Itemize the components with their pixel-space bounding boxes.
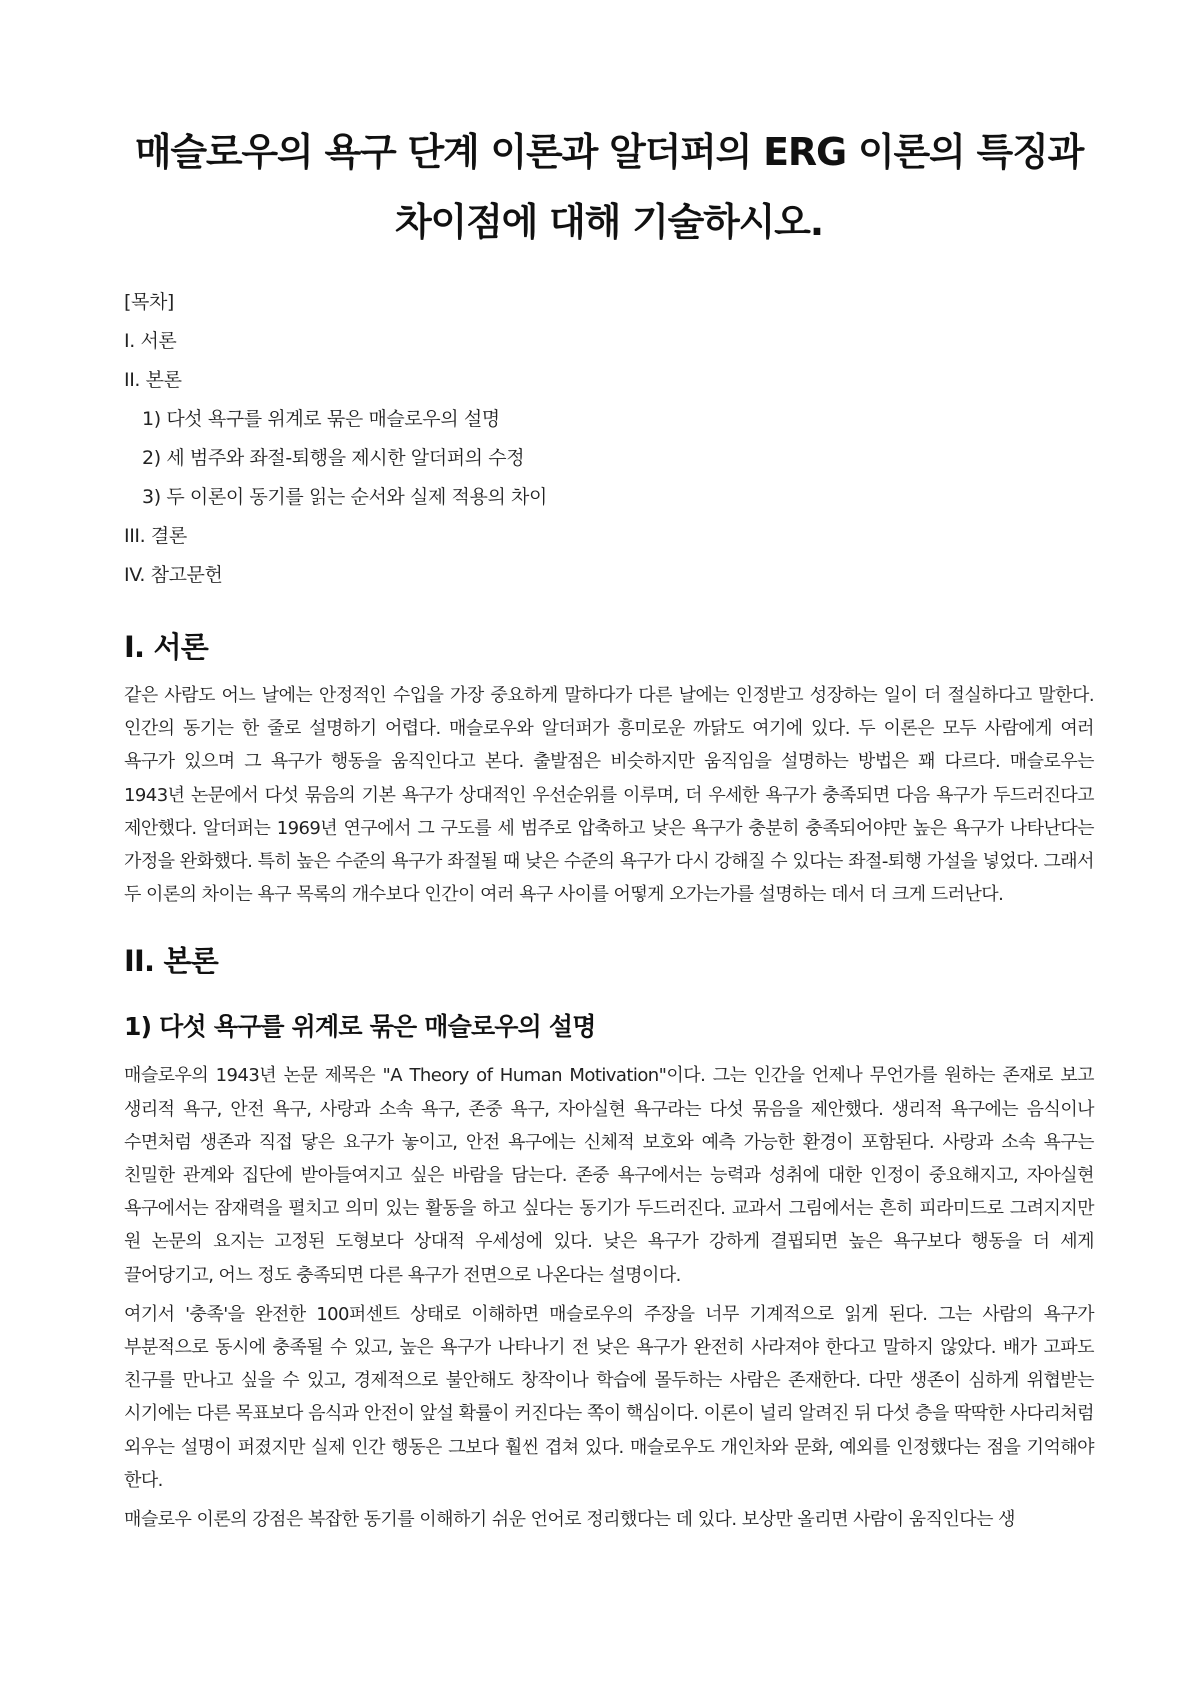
toc-item-intro: I. 서론 bbox=[124, 330, 177, 352]
toc-item-body-3: 3) 두 이론이 동기를 읽는 순서와 실제 적용의 차이 bbox=[142, 486, 547, 508]
document-page bbox=[124, 0, 1094, 1536]
section-heading-intro: I. 서론 bbox=[124, 630, 208, 664]
section-heading-body: II. 본론 bbox=[124, 944, 218, 979]
table-of-contents bbox=[124, 283, 1094, 595]
body-paragraph: 여기서 '충족'을 완전한 100퍼센트 상태로 이해하면 매슬로우의 주장을 너무 기계적으로 읽게 된다. 그는 사람의 욕구가 부분적으로 동시에 충족될 수 있고, 높은 욕구가 나타나기 전 낮은 욕구가 완전히 사라져야 한다고 말하지 않았다. 배가 고파도 친구를 만나고 싶을 수 있고, 경제적으로 불안해도 창작이나 학습에 몰두하는 사람은 존재한다. 다만 생존이 심하게 위협받는 시기에는 다른 목표보다 음식과 안전이 앞설 확률이 커진다는 쪽이 핵심이다. 이론이 널리 알려진 뒤 다섯 층을 딱딱한 사다리처럼 외우는 설명이 퍼졌지만 실제 인간 행동은 그보다 훨씬 겹쳐 있다. 매슬로우도 개인차와 문화, 예외를 인정했다는 점을 기억해야 한다. bbox=[124, 1303, 1094, 1491]
toc-item-body-2: 2) 세 범주와 좌절-퇴행을 제시한 알더퍼의 수정 bbox=[142, 447, 525, 469]
toc-item-body-1: 1) 다섯 욕구를 위계로 묶은 매슬로우의 설명 bbox=[142, 408, 500, 430]
toc-item-body: II. 본론 bbox=[124, 369, 182, 391]
subsection-heading-maslow: 1) 다섯 욕구를 위계로 묶은 매슬로우의 설명 bbox=[124, 1012, 596, 1042]
document-title: 매슬로우의 욕구 단계 이론과 알더퍼의 ERG 이론의 특징과 차이점에 대해 기술하시오. bbox=[134, 130, 1084, 244]
body-paragraph: 매슬로우 이론의 강점은 복잡한 동기를 이해하기 쉬운 언어로 정리했다는 데 있다. 보상만 올리면 사람이 움직인다는 생 bbox=[124, 1509, 1015, 1531]
toc-heading: [목차] bbox=[124, 291, 174, 313]
toc-item-conclusion: III. 결론 bbox=[124, 525, 187, 547]
body-paragraph: 매슬로우의 1943년 논문 제목은 "A Theory of Human Motivation"이다. 그는 인간을 언제나 무언가를 원하는 존재로 보고 생리적 욕구, 안전 욕구, 사랑과 소속 욕구, 존중 욕구, 자아실현 욕구라는 다섯 묶음을 제안했다. 생리적 욕구에는 음식이나 수면처럼 생존과 직접 닿은 요구가 놓이고, 안전 욕구에는 신체적 보호와 예측 가능한 환경이 포함된다. 사랑과 소속 욕구는 친밀한 관계와 집단에 받아들여지고 싶은 바람을 담는다. 존중 욕구에서는 능력과 성취에 대한 인정이 중요해지고, 자아실현 욕구에서는 잠재력을 펼치고 의미 있는 활동을 하고 싶다는 동기가 두드러진다. 교과서 그림에서는 흔히 피라미드로 그려지지만 원 논문의 요지는 고정된 도형보다 상대적 우세성에 있다. 낮은 욕구가 강하게 결핍되면 높은 욕구보다 행동을 더 세게 끌어당기고, 어느 정도 충족되면 다른 욕구가 전면으로 나온다는 설명이다. bbox=[124, 1065, 1094, 1286]
toc-item-references: IV. 참고문헌 bbox=[124, 564, 223, 586]
intro-paragraph: 같은 사람도 어느 날에는 안정적인 수입을 가장 중요하게 말하다가 다른 날에는 인정받고 성장하는 일이 더 절실하다고 말한다. 인간의 동기는 한 줄로 설명하기 어렵다. 매슬로우와 알더퍼가 흥미로운 까닭도 여기에 있다. 두 이론은 모두 사람에게 여러 욕구가 있으며 그 욕구가 행동을 움직인다고 본다. 출발점은 비슷하지만 움직임을 설명하는 방법은 꽤 다르다. 매슬로우는 1943년 논문에서 다섯 묶음의 기본 욕구가 상대적인 우선순위를 이루며, 더 우세한 욕구가 충족되면 다음 욕구가 두드러진다고 제안했다. 알더퍼는 1969년 연구에서 그 구도를 세 범주로 압축하고 낮은 욕구가 충분히 충족되어야만 높은 욕구가 나타난다는 가정을 완화했다. 특히 높은 수준의 욕구가 좌절될 때 낮은 수준의 욕구가 다시 강해질 수 있다는 좌절-퇴행 가설을 넣었다. 그래서 두 이론의 차이는 욕구 목록의 개수보다 인간이 여러 욕구 사이를 어떻게 오가는가를 설명하는 데서 더 크게 드러난다. bbox=[124, 685, 1094, 906]
